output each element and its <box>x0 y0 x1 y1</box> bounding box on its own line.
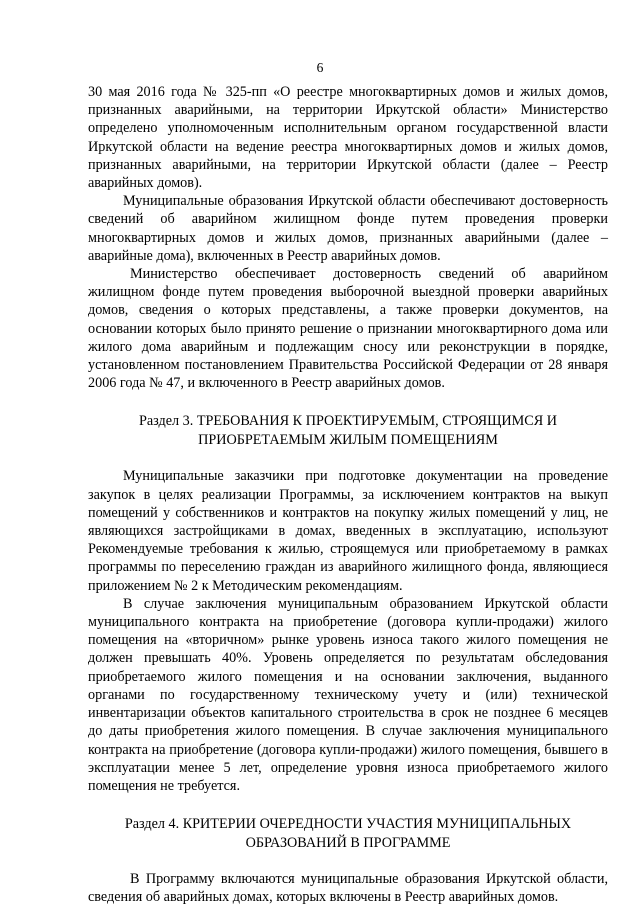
section-4-title-line-1: Раздел 4. КРИТЕРИИ ОЧЕРЕДНОСТИ УЧАСТИЯ МУНИЦИПАЛЬНЫХ <box>124 816 572 833</box>
page-number: 6 <box>316 60 324 75</box>
paragraph-ministry-verification: Министерство обеспечивает достоверность сведений об аварийном жилищном фонде путем проведения выборочной выездной проверки аварийных домов, сведения о которых представлены, а также проверки документов, на основании которых было принято решение о признании многоквартирного дома или жилого дома аварийным и подлежащим сносу или реконструкции в порядке, установленном постановлением Правительства Российской Федерации от 28 января 2006 года № 47, и включенного в Реестр аварийных домов. <box>88 266 608 392</box>
paragraph-procurement-requirements: Муниципальные заказчики при подготовке документации на проведение закупок в целях реализации Программы, за исключением контрактов на выкуп помещений у собственников и контрактов на покупку жилых помещений у лиц, не являющихся застройщиками в домах, введенных в эксплуатацию, используют Рекомендуемые требования к жилью, строящемуся или приобретаемому в рамках программы по переселению граждан из аварийного жилищного фонда, являющиеся приложением № 2 к Методическим рекомендациям. <box>88 468 608 594</box>
section-3-title-line-2: ПРИОБРЕТАЕМЫМ ЖИЛЫМ ПОМЕЩЕНИЯМ <box>198 431 498 448</box>
section-3-heading <box>88 412 608 449</box>
paragraph-reestr-intro: 30 мая 2016 года № 325-пп «О реестре многоквартирных домов и жилых домов, признанных аварийными, на территории Иркутской области» Министерство определено уполномоченным исполнительным органом государственной власти Иркутской области на ведение реестра многоквартирных домов и жилых домов, признанных аварийными, на территории Иркутской области (далее – Реестр аварийных домов). <box>88 84 608 192</box>
paragraph-municipal-verification: Муниципальные образования Иркутской области обеспечивают достоверность сведений об аварийном жилищном фонде путем проведения проверки многоквартирных домов и жилых домов, признанных аварийными (далее – аварийные дома), включенных в Реестр аварийных домов. <box>88 193 608 264</box>
paragraph-program-inclusion: В Программу включаются муниципальные образования Иркутской области, сведения об аварийных домах, которых включены в Реестр аварийных домов. <box>88 871 608 906</box>
paragraph-secondary-market: В случае заключения муниципальным образованием Иркутской области муниципального контракта на приобретение (договора купли-продажи) жилого помещения на «вторичном» рынке уровень износа такого жилого помещения не должен превышать 40%. Уровень определяется по результатам обследования приобретаемого жилого помещения и на основании заключения, выданного органами по государственному техническому учету и (или) технической инвентаризации объектов капитального строительства в срок не позднее 6 месяцев до даты приобретения жилого помещения. В случае заключения муниципального контракта на приобретение (договора купли-продажи) жилого помещения, бывшего в эксплуатации менее 5 лет, определение уровня износа приобретаемого жилого помещения не требуется. <box>88 595 608 794</box>
section-4-heading <box>88 815 608 852</box>
document-body <box>88 83 608 907</box>
section-4-title-line-2: ОБРАЗОВАНИЙ В ПРОГРАММЕ <box>245 834 451 851</box>
section-3-title-line-1: Раздел 3. ТРЕБОВАНИЯ К ПРОЕКТИРУЕМЫМ, СТРОЯЩИМСЯ И <box>138 413 558 430</box>
